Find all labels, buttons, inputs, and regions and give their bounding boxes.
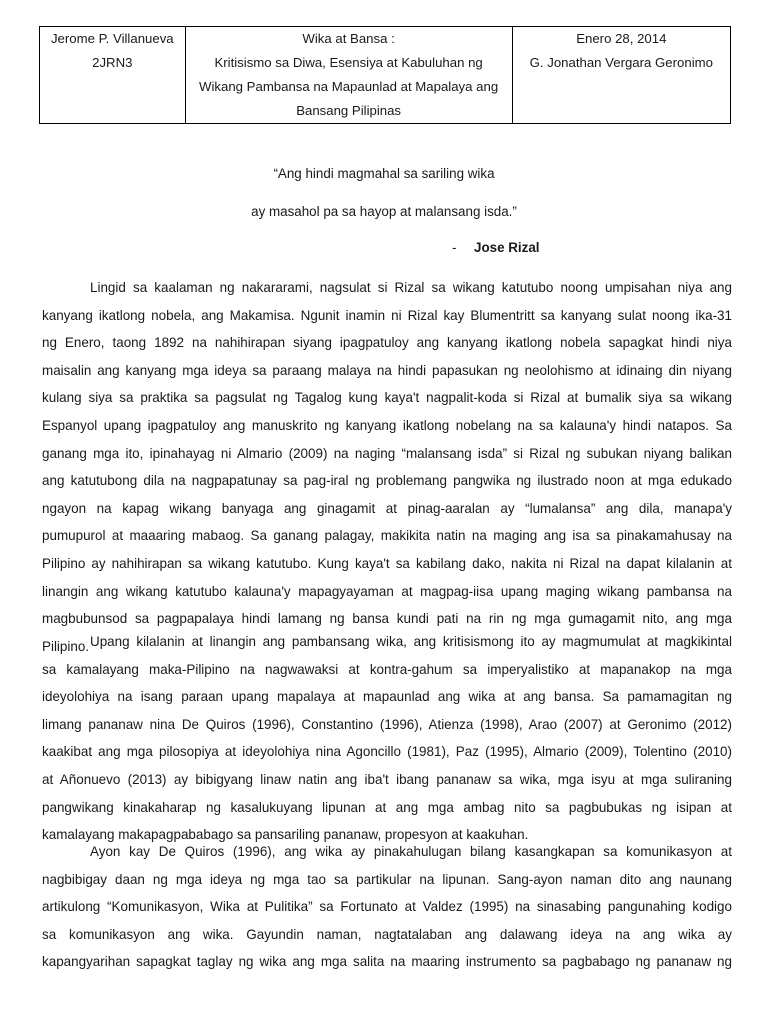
student-cell: [40, 27, 186, 124]
text-line: limang pananaw nina De Quiros (1996), Constantino (1996), Atienza (1998), Arao (2007) at Geronimo (2012): [42, 716, 732, 732]
text-line: ng Enero, taong 1892 na nahihirapan siyang ipagpatuloy ang kanyang ikatlong nobela sapagkat hindi niya: [42, 335, 732, 351]
text-line: sa komunikasyon ang wika. Gayundin naman, nagtatalaban ang dalawang ideya na ang wika ay: [42, 926, 732, 942]
epigraph-line-1: “Ang hindi magmahal sa sariling wika: [273, 166, 495, 181]
paragraph-2: [42, 628, 732, 849]
text-line: ganang mga ito, ipinahayag ni Almario (2009) na naging “malansang isda” si Rizal ng subukan niyang balikan: [42, 445, 732, 461]
header-table: [39, 26, 731, 124]
text-line: linangin ang wikang katutubo kalauna'y mapagyayaman at magpag-iisa upang maging wikang pambansa na: [42, 583, 732, 599]
text-line: Espanyol upang ipagpatuloy ang manuskrito ng kanyang ikatlong nobelang na sa kalauna'y hindi natapos. Sa: [42, 417, 732, 433]
professor: G. Jonathan Vergara Geronimo: [529, 55, 713, 70]
title-line: Kritisismo sa Diwa, Esensiya at Kabuluhan ng: [214, 55, 483, 70]
epigraph-line-2: ay masahol pa sa hayop at malansang isda.”: [251, 204, 517, 219]
text-line: maisalin ang kanyang mga ideya sa paraang malaya na hindi papasukan ng neolohismo at idinaing din niyang: [42, 362, 732, 378]
text-line: ideyolohiya na isang paraan upang mapalaya at mapaunlad ang wika at ang bansa. Sa pamamagitan ng: [42, 689, 732, 705]
date: Enero 28, 2014: [576, 31, 667, 46]
epigraph-author: Jose Rizal: [474, 240, 540, 255]
text-line: Lingid sa kaalaman ng nakararami, nagsulat si Rizal sa wikang katutubo noong umpisahan niya ang: [90, 280, 732, 295]
text-line: kaakibat ang mga pilosopiya at ideyolohiya nina Agoncillo (1981), Paz (1995), Almario (2009), Tolentino (2010): [42, 744, 732, 760]
text-line: kanyang ikatlong nobela, ang Makamisa. Ngunit inamin ni Rizal kay Blumentritt sa kanyang sulat noong ika-31: [42, 307, 732, 323]
text-line: kulang siya sa praktika sa pagsulat ng Tagalog kung kaya't nagpalit-koda si Rizal at bumalik siya sa wikang: [42, 390, 732, 406]
student-name: Jerome P. Villanueva: [50, 31, 174, 46]
text-line: ang katutubong dila na nagpapatunay sa pag-iral ng problemang pangwika ng ilustrado noon at mga edukado: [42, 473, 732, 489]
text-line: pangwikang kinakaharap ng kasalukuyang lipunan at ang mga ambag nito sa pagbubukas ng isipan at: [42, 799, 732, 815]
title-line: Wika at Bansa :: [302, 31, 395, 46]
title-line: Bansang Pilipinas: [296, 103, 402, 118]
text-line: kamalayang makapagpababago sa pansariling pananaw, propesyon at kaakuhan.: [42, 827, 529, 843]
text-line: ngayon na kapag wikang banyaga ang ginagamit at pinag-aaralan ay “lumalansa” ang dila, manapa'y: [42, 500, 732, 516]
text-line: artikulong “Komunikasyon, Wika at Pulitika” sa Fortunato at Valdez (1995) na sinasabing pangunahing kodigo: [42, 899, 732, 915]
text-line: Upang kilalanin at linangin ang pambansang wika, ang kritisismong ito ay magmumulat at magkikintal: [90, 634, 732, 649]
text-line: Pilipino ay nahihirapan sa wikang katutubo. Kung kaya't sa kabilang dako, nakita ni Rizal na dapat kilalanin at: [42, 555, 732, 571]
text-line: nagbibigay daan ng mga ideya ng mga tao sa partikular na lipunan. Sang-ayon naman dito ang naunang: [42, 871, 732, 887]
date-cell: [512, 27, 730, 124]
title-line: Wikang Pambansa na Mapaunlad at Mapalaya ang: [199, 79, 499, 94]
student-section: 2JRN3: [92, 55, 133, 70]
text-line: magbubunsod sa pagpapalaya hindi lamang ng bansa kundi pati na rin ng mga gumagamit nito, ang mga: [42, 611, 732, 627]
text-line: sa kamalayang maka-Pilipino na nagwawaksi at kontra-gahum sa imperyalistiko at mapanakop na mga: [42, 661, 732, 677]
text-line: Pilipino.: [42, 638, 90, 654]
text-line: kapangyarihan sapagkat taglay ng wika ang mga salita na maaring instrumento sa pagbabago ng pananaw ng: [42, 954, 732, 970]
text-line: at Añonuevo (2013) ay bibigyang linaw natin ang iba't ibang pananaw sa wika, mga isyu at mga suliraning: [42, 771, 732, 787]
text-line: pumupurol at maaaring mabaog. Sa ganang palagay, makikita natin na maging ang isa sa pinakamahusay na: [42, 528, 732, 544]
text-line: Ayon kay De Quiros (1996), ang wika ay pinakahulugan bilang kasangkapan sa komunikasyon at: [90, 844, 732, 859]
title-cell: [185, 27, 512, 124]
attribution-dash: -: [452, 240, 457, 255]
epigraph-attribution: [452, 240, 540, 255]
paragraph-1: [42, 274, 732, 660]
paragraph-3: [42, 838, 732, 976]
